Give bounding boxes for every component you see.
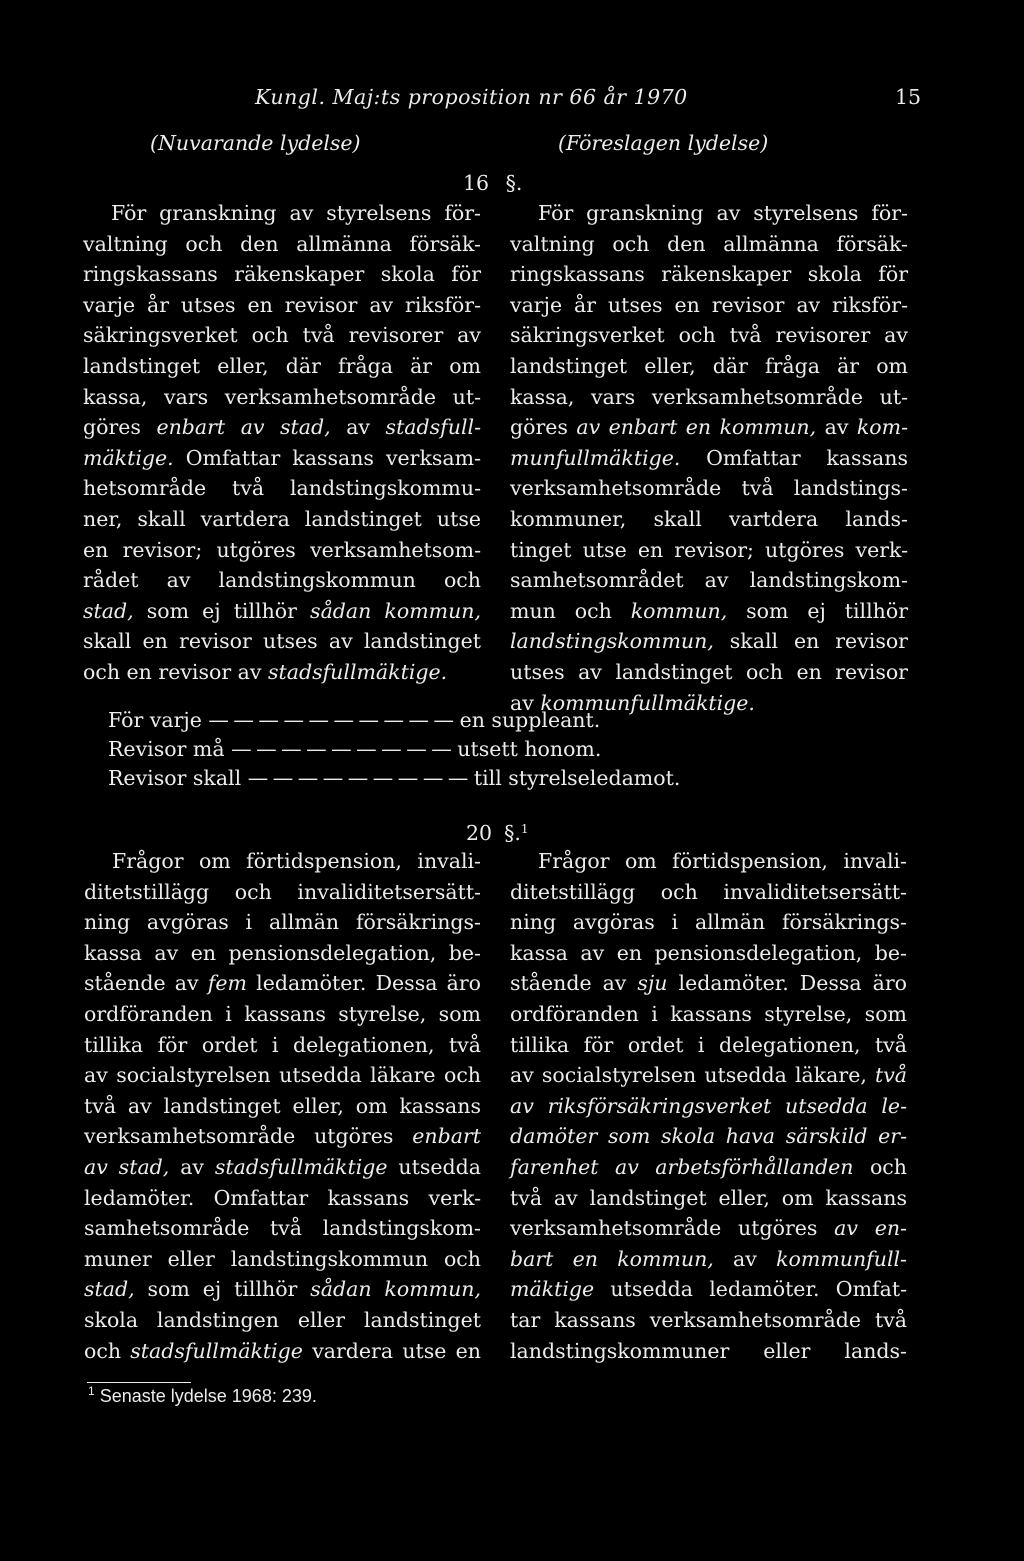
italic-text: enbart bbox=[412, 1124, 481, 1149]
section-number: 16 bbox=[463, 171, 490, 195]
text-line bbox=[83, 443, 481, 474]
shared-paragraph-revisor-skall bbox=[108, 766, 680, 790]
current-wording-heading: (Nuvarande lydelse) bbox=[150, 131, 361, 155]
italic-text: av enbart en kommun, bbox=[576, 415, 817, 440]
text-line: ordföranden i kassans styrelse, som bbox=[510, 1001, 907, 1026]
footnote-mark: 1 bbox=[88, 1384, 95, 1398]
text-line: kassa, vars verksamhetsområde ut- bbox=[83, 384, 481, 409]
italic-text: bart en kommun, bbox=[510, 1246, 714, 1271]
text-run: en suppleant. bbox=[459, 708, 601, 732]
text-line: ledamöter. Omfattar kassans verk- bbox=[84, 1185, 481, 1210]
italic-text: mäktige. bbox=[83, 445, 174, 470]
text-run: och bbox=[853, 1154, 907, 1179]
text-line: kassa, vars verksamhetsområde ut- bbox=[510, 384, 908, 409]
text-run: För varje bbox=[108, 708, 202, 732]
italic-text: av stad, bbox=[84, 1154, 170, 1179]
italic-text: kommunfullmäktige. bbox=[540, 690, 755, 715]
proposed-wording-heading: (Föreslagen lydelse) bbox=[558, 131, 769, 155]
italic-text: munfullmäktige. bbox=[510, 445, 681, 470]
omission-dashes: — — — — — — — — — — bbox=[208, 708, 454, 732]
text-run: av bbox=[169, 1154, 215, 1179]
text-line: säkringsverket och två revisorer av bbox=[510, 323, 908, 348]
text-line bbox=[510, 1152, 907, 1183]
text-line: ordföranden i kassans styrelse, som bbox=[84, 1001, 481, 1026]
italic-text-line: damöter som skola hava särskild er- bbox=[510, 1124, 907, 1149]
text-line bbox=[84, 1274, 481, 1305]
text-run: stående av bbox=[84, 971, 208, 996]
text-line bbox=[510, 1274, 907, 1305]
shared-paragraph-suppleant bbox=[108, 708, 600, 732]
text-line: ning avgöras i allmän försäkrings- bbox=[510, 910, 907, 935]
text-line: landstingskommuner eller lands- bbox=[510, 1338, 907, 1363]
text-line: tar kassans verksamhetsområde två bbox=[510, 1307, 907, 1332]
text-line: verksamhetsområde två landstings- bbox=[510, 476, 908, 501]
italic-text: stadsfull- bbox=[385, 415, 481, 440]
text-run: mun och bbox=[510, 598, 631, 623]
text-run: av bbox=[510, 690, 541, 715]
text-run: av bbox=[330, 415, 386, 440]
text-line: varje år utses en revisor av riksför- bbox=[83, 292, 481, 317]
text-run: verksamhetsområde utgöres bbox=[84, 1124, 413, 1149]
running-head: Kungl. Maj:ts proposition nr 66 år 1970 bbox=[255, 85, 688, 109]
footnote-rule bbox=[87, 1382, 191, 1383]
italic-text: av en- bbox=[834, 1216, 907, 1241]
section-20-current-text bbox=[84, 846, 481, 1366]
section-symbol: §. bbox=[505, 171, 523, 195]
text-line: ner, skall vartdera landstinget utse bbox=[83, 506, 481, 531]
italic-text: landstingskommun, bbox=[510, 629, 714, 654]
text-line: För granskning av styrelsens för- bbox=[538, 201, 908, 225]
text-line: ringskassans räkenskaper skola för bbox=[83, 262, 481, 287]
italic-text: fem bbox=[207, 971, 247, 996]
footnote-text: Senaste lydelse 1968: 239. bbox=[99, 1386, 317, 1406]
text-line bbox=[510, 1244, 907, 1275]
omission-dashes: — — — — — — — — — bbox=[247, 766, 468, 790]
text-line bbox=[510, 968, 907, 999]
italic-text: kommunfull- bbox=[776, 1246, 907, 1271]
text-run: och en revisor av bbox=[83, 659, 268, 684]
footnote-reference[interactable]: 1 bbox=[520, 822, 529, 836]
italic-text: stadsfullmäktige bbox=[214, 1154, 388, 1179]
text-line bbox=[510, 443, 908, 474]
text-run: skall en revisor bbox=[713, 629, 908, 654]
text-run: ledamöter. Dessa äro bbox=[667, 971, 907, 996]
text-line bbox=[510, 596, 908, 627]
text-line: muner eller landstingskommun och bbox=[84, 1246, 481, 1271]
italic-text: stadsfullmäktige. bbox=[267, 659, 448, 684]
text-line: två av landstinget eller, om kassans bbox=[84, 1093, 481, 1118]
text-line bbox=[83, 596, 481, 627]
text-line bbox=[510, 626, 908, 657]
text-line: ditetstillägg och invaliditetsersätt- bbox=[84, 879, 481, 904]
text-line: varje år utses en revisor av riksför- bbox=[510, 292, 908, 317]
italic-text: sådan kommun, bbox=[310, 598, 481, 623]
section-16-proposed-text bbox=[510, 198, 908, 718]
text-line: valtning och den allmänna försäk- bbox=[83, 231, 481, 256]
text-run: Omfattar kassans bbox=[680, 445, 908, 470]
text-line bbox=[83, 412, 481, 443]
section-16-number: 16 ​ §. bbox=[463, 171, 523, 195]
text-line bbox=[510, 412, 908, 443]
italic-text: farenhet av arbetsförhållanden bbox=[510, 1154, 854, 1179]
text-line: kassa av en pensionsdelegation, be- bbox=[84, 940, 481, 965]
italic-text: mäktige bbox=[510, 1277, 595, 1302]
text-line: kassa av en pensionsdelegation, be- bbox=[510, 940, 907, 965]
footnote bbox=[88, 1384, 317, 1407]
text-line: ditetstillägg och invaliditetsersätt- bbox=[510, 879, 907, 904]
italic-text: stad, bbox=[84, 1277, 135, 1302]
text-line: av socialstyrelsen utsedda läkare och bbox=[84, 1063, 481, 1088]
text-run: och bbox=[84, 1338, 131, 1363]
italic-text: sådan kommun, bbox=[310, 1277, 481, 1302]
section-16-current-text bbox=[83, 198, 481, 688]
italic-text: stadsfullmäktige bbox=[130, 1338, 303, 1363]
text-run: göres bbox=[510, 415, 577, 440]
text-line: skola landstingen eller landstinget bbox=[84, 1307, 481, 1332]
text-line: utses av landstinget och en revisor bbox=[510, 659, 908, 684]
text-run: av bbox=[816, 415, 857, 440]
text-line bbox=[84, 1336, 481, 1367]
text-line: landstinget eller, där fråga är om bbox=[83, 353, 481, 378]
section-20-number bbox=[466, 821, 529, 845]
text-run: till styrelseledamot. bbox=[473, 766, 681, 790]
text-line: ringskassans räkenskaper skola för bbox=[510, 262, 908, 287]
text-run: Revisor skall bbox=[108, 766, 242, 790]
text-line: samhetsområdet av landstingskom- bbox=[510, 568, 908, 593]
italic-text: kom- bbox=[856, 415, 909, 440]
text-run: verksamhetsområde utgöres bbox=[510, 1216, 835, 1241]
italic-text: kommun, bbox=[630, 598, 728, 623]
text-line: ning avgöras i allmän försäkrings- bbox=[84, 910, 481, 935]
text-run: av bbox=[713, 1246, 777, 1271]
text-line: tinget utse en revisor; utgöres verk- bbox=[510, 537, 908, 562]
text-line: rådet av landstingskommun och bbox=[83, 568, 481, 593]
omission-dashes: — — — — — — — — — bbox=[231, 737, 451, 761]
page-number: 15 bbox=[895, 85, 922, 109]
text-line bbox=[510, 1213, 907, 1244]
text-line: skall en revisor utses av landstinget bbox=[83, 629, 481, 654]
text-line: Frågor om förtidspension, invali- bbox=[112, 849, 481, 873]
text-line: två av landstinget eller, om kassans bbox=[510, 1185, 907, 1210]
italic-text: två bbox=[874, 1063, 907, 1088]
text-line bbox=[84, 1152, 481, 1183]
text-run: ledamöter. Dessa äro bbox=[246, 971, 481, 996]
italic-text: sju bbox=[637, 971, 668, 996]
text-line: Frågor om förtidspension, invali- bbox=[538, 849, 907, 873]
section-symbol: §. bbox=[504, 821, 521, 845]
text-line: valtning och den allmänna försäk- bbox=[510, 231, 908, 256]
shared-paragraph-revisor-ma bbox=[108, 737, 601, 761]
text-run: som ej tillhör bbox=[727, 598, 909, 623]
text-line: För granskning av styrelsens för- bbox=[111, 201, 481, 225]
text-run: utsett honom. bbox=[457, 737, 602, 761]
text-run: som ej tillhör bbox=[133, 598, 311, 623]
text-line bbox=[84, 968, 481, 999]
text-line: en revisor; utgöres verksamhetsom- bbox=[83, 537, 481, 562]
text-line: landstinget eller, där fråga är om bbox=[510, 353, 908, 378]
text-line: säkringsverket och två revisorer av bbox=[83, 323, 481, 348]
text-run: av socialstyrelsen utsedda läkare, bbox=[510, 1063, 875, 1088]
section-20-proposed-text bbox=[510, 846, 907, 1366]
text-run: Revisor må bbox=[108, 737, 225, 761]
italic-text: enbart av stad, bbox=[156, 415, 331, 440]
text-run: som ej tillhör bbox=[134, 1277, 311, 1302]
text-run: stående av bbox=[510, 971, 638, 996]
text-run: Omfattar kassans verksam- bbox=[173, 445, 481, 470]
text-line: tillika för ordet i delegationen, två bbox=[510, 1032, 907, 1057]
text-run: vardera utse en bbox=[302, 1338, 482, 1363]
text-line: tillika för ordet i delegationen, två bbox=[84, 1032, 481, 1057]
text-line bbox=[510, 1060, 907, 1091]
text-line: samhetsområde två landstingskom- bbox=[84, 1216, 481, 1241]
italic-text-line: av riksförsäkringsverket utsedda le- bbox=[510, 1093, 907, 1118]
text-line bbox=[83, 657, 481, 688]
text-run: göres bbox=[83, 415, 157, 440]
text-run: utsedda ledamöter. Omfat- bbox=[594, 1277, 907, 1302]
text-line: hetsområde två landstingskommu- bbox=[83, 476, 481, 501]
text-line: kommuner, skall vartdera lands- bbox=[510, 506, 908, 531]
text-run: utsedda bbox=[387, 1154, 481, 1179]
text-line bbox=[84, 1121, 481, 1152]
section-number: 20 bbox=[466, 821, 493, 845]
italic-text: stad, bbox=[83, 598, 134, 623]
